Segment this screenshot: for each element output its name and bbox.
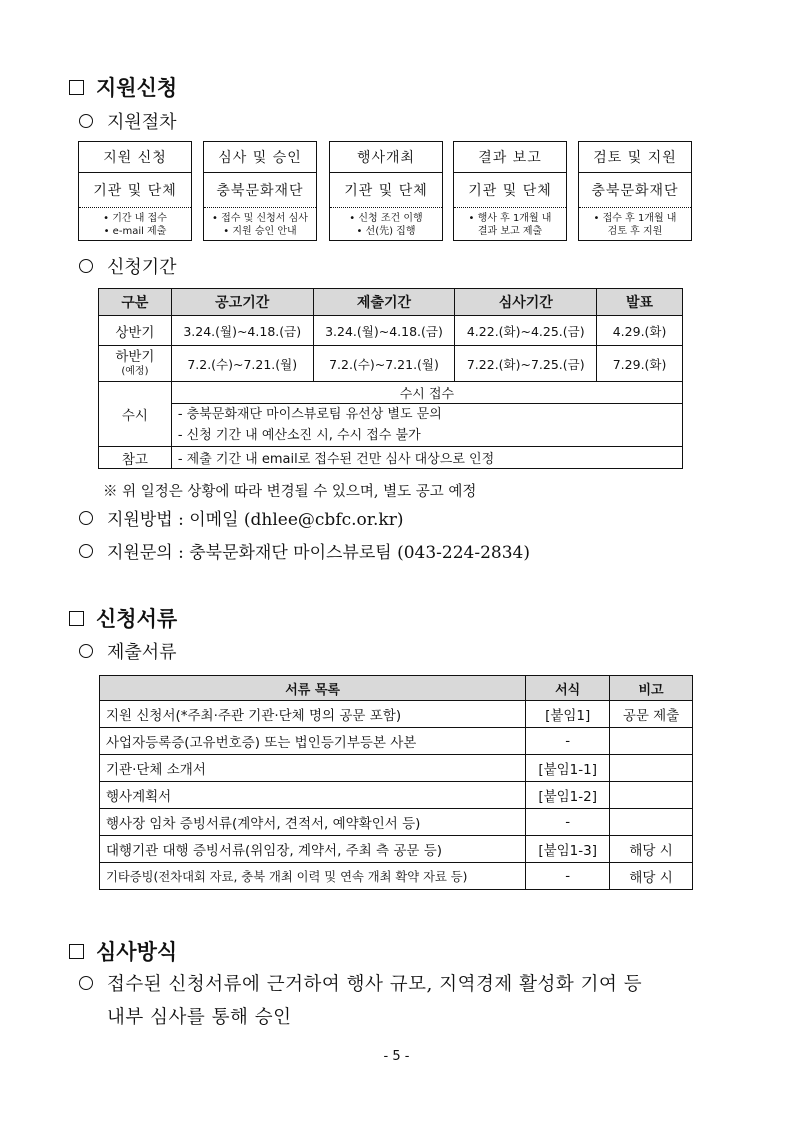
table-row bbox=[99, 404, 683, 447]
step-note: • 신청 조건 이행 bbox=[349, 213, 423, 224]
step-note: • 접수 및 신청서 심사 bbox=[212, 213, 308, 224]
schedule-footnote: ※ 위 일정은 상황에 따라 변경될 수 있으며, 별도 공고 예정 bbox=[103, 484, 477, 500]
half-sublabel: (예정) bbox=[121, 365, 149, 377]
checkbox-square-icon bbox=[69, 611, 84, 626]
step-note: 결과 보고 제출 bbox=[477, 226, 543, 237]
checkbox-square-icon bbox=[69, 80, 84, 95]
step-notes bbox=[454, 208, 566, 242]
circle-bullet-icon bbox=[79, 644, 93, 658]
section-heading-docs bbox=[69, 603, 177, 633]
table-cell: 3.24.(월)~4.18.(금) bbox=[171, 316, 313, 346]
table-cell: - bbox=[526, 728, 610, 755]
table-cell: [붙임1-3] bbox=[526, 836, 610, 863]
table-header-row bbox=[99, 289, 683, 316]
review-text: 접수된 신청서류에 근거하여 행사 규모, 지역경제 활성화 기여 등 bbox=[107, 974, 643, 995]
table-row bbox=[100, 836, 693, 863]
step-note: • 접수 후 1개월 내 bbox=[593, 213, 677, 224]
table-cell: 행사계획서 bbox=[100, 782, 526, 809]
subheading-text: 지원절차 bbox=[107, 112, 177, 133]
contact-line bbox=[79, 538, 530, 563]
circle-bullet-icon bbox=[79, 259, 93, 273]
checkbox-square-icon bbox=[69, 944, 84, 959]
table-header: 구분 bbox=[99, 289, 172, 316]
procedure-step-box bbox=[329, 141, 443, 241]
subheading-period bbox=[79, 253, 177, 279]
table-cell bbox=[171, 404, 682, 447]
table-row bbox=[99, 316, 683, 346]
rolling-line: - 충북문화재단 마이스뷰로팀 유선상 별도 문의 bbox=[177, 407, 442, 422]
step-note: • 기간 내 접수 bbox=[103, 213, 167, 224]
circle-bullet-icon bbox=[79, 114, 93, 128]
method-text: 지원방법 : 이메일 (dhlee@cbfc.or.kr) bbox=[107, 510, 404, 530]
table-cell bbox=[610, 809, 693, 836]
table-header-row bbox=[100, 676, 693, 701]
circle-bullet-icon bbox=[79, 976, 93, 990]
table-cell: 7.22.(화)~7.25.(금) bbox=[455, 346, 597, 382]
table-row bbox=[100, 863, 693, 890]
section-title: 지원신청 bbox=[96, 76, 178, 100]
contact-text: 지원문의 : 충북문화재단 마이스뷰로팀 (043-224-2834) bbox=[107, 543, 531, 563]
table-cell: 4.22.(화)~4.25.(금) bbox=[455, 316, 597, 346]
table-cell: 해당 시 bbox=[610, 863, 693, 890]
table-cell: [붙임1-2] bbox=[526, 782, 610, 809]
subheading-documents bbox=[79, 638, 177, 664]
step-title: 지원 신청 bbox=[79, 142, 191, 173]
table-cell: [붙임1] bbox=[526, 701, 610, 728]
subheading-text: 신청기간 bbox=[107, 257, 177, 278]
table-cell: - bbox=[526, 863, 610, 890]
table-cell bbox=[610, 755, 693, 782]
step-actor: 기관 및 단체 bbox=[330, 173, 442, 208]
schedule-table bbox=[98, 288, 683, 469]
step-notes bbox=[330, 208, 442, 242]
procedure-step-box bbox=[78, 141, 192, 241]
table-header: 서식 bbox=[526, 676, 610, 701]
table-cell bbox=[610, 728, 693, 755]
table-cell: 3.24.(월)~4.18.(금) bbox=[313, 316, 455, 346]
table-cell: - bbox=[526, 809, 610, 836]
table-cell: 수시 접수 bbox=[171, 382, 682, 404]
section-heading-apply bbox=[69, 72, 177, 102]
table-cell: 대행기관 대행 증빙서류(위임장, 계약서, 주최 측 공문 등) bbox=[100, 836, 526, 863]
circle-bullet-icon bbox=[79, 544, 93, 558]
table-row bbox=[100, 728, 693, 755]
table-header: 심사기간 bbox=[455, 289, 597, 316]
table-cell: 7.2.(수)~7.21.(월) bbox=[171, 346, 313, 382]
table-cell bbox=[99, 346, 172, 382]
table-cell: - 제출 기간 내 email로 접수된 건만 심사 대상으로 인정 bbox=[171, 447, 682, 469]
half-label: 하반기 bbox=[115, 348, 155, 365]
table-header: 제출기간 bbox=[313, 289, 455, 316]
step-note: • e-mail 제출 bbox=[103, 226, 167, 237]
step-title: 검토 및 지원 bbox=[579, 142, 691, 173]
table-cell: [붙임1-1] bbox=[526, 755, 610, 782]
method-line bbox=[79, 505, 404, 530]
table-cell: 7.2.(수)~7.21.(월) bbox=[313, 346, 455, 382]
table-cell: 행사장 임차 증빙서류(계약서, 견적서, 예약확인서 등) bbox=[100, 809, 526, 836]
table-cell: 상반기 bbox=[99, 316, 172, 346]
step-title: 행사개최 bbox=[330, 142, 442, 173]
table-cell: 기타증빙(전차대회 자료, 충북 개최 이력 및 연속 개최 확약 자료 등) bbox=[100, 863, 526, 890]
table-row bbox=[99, 382, 683, 404]
circle-bullet-icon bbox=[79, 511, 93, 525]
step-actor: 충북문화재단 bbox=[579, 173, 691, 208]
step-note: • 선(先) 집행 bbox=[356, 226, 416, 237]
review-text-continued: 내부 심사를 통해 승인 bbox=[107, 1007, 292, 1028]
table-row bbox=[99, 447, 683, 469]
table-cell: 사업자등록증(고유번호증) 또는 법인등기부등본 사본 bbox=[100, 728, 526, 755]
subheading-procedure bbox=[79, 108, 177, 134]
table-cell: 공문 제출 bbox=[610, 701, 693, 728]
table-cell: 지원 신청서(*주최·주관 기관·단체 명의 공문 포함) bbox=[100, 701, 526, 728]
table-cell: 4.29.(화) bbox=[597, 316, 683, 346]
table-cell: 해당 시 bbox=[610, 836, 693, 863]
step-title: 결과 보고 bbox=[454, 142, 566, 173]
subheading-text: 제출서류 bbox=[107, 642, 177, 663]
procedure-step-box bbox=[578, 141, 692, 241]
step-actor: 기관 및 단체 bbox=[79, 173, 191, 208]
step-title: 심사 및 승인 bbox=[204, 142, 316, 173]
table-cell: 수시 bbox=[99, 382, 172, 447]
table-row bbox=[100, 782, 693, 809]
table-cell: 참고 bbox=[99, 447, 172, 469]
rolling-line: - 신청 기간 내 예산소진 시, 수시 접수 불가 bbox=[177, 428, 421, 443]
table-cell: 기관·단체 소개서 bbox=[100, 755, 526, 782]
step-actor: 기관 및 단체 bbox=[454, 173, 566, 208]
procedure-step-box bbox=[203, 141, 317, 241]
review-line bbox=[79, 970, 642, 996]
step-actor: 충북문화재단 bbox=[204, 173, 316, 208]
procedure-step-box bbox=[453, 141, 567, 241]
documents-table bbox=[99, 675, 693, 890]
section-heading-review bbox=[69, 936, 177, 966]
section-title: 심사방식 bbox=[96, 940, 178, 964]
table-cell: 7.29.(화) bbox=[597, 346, 683, 382]
table-row bbox=[99, 346, 683, 382]
table-row bbox=[100, 809, 693, 836]
step-notes bbox=[204, 208, 316, 242]
section-title: 신청서류 bbox=[96, 607, 178, 631]
step-note: • 행사 후 1개월 내 bbox=[468, 213, 552, 224]
table-row bbox=[100, 701, 693, 728]
table-header: 발표 bbox=[597, 289, 683, 316]
table-header: 서류 목록 bbox=[100, 676, 526, 701]
table-header: 비고 bbox=[610, 676, 693, 701]
table-row bbox=[100, 755, 693, 782]
step-notes bbox=[579, 208, 691, 242]
table-cell bbox=[610, 782, 693, 809]
step-notes bbox=[79, 208, 191, 242]
step-note: • 지원 승인 안내 bbox=[223, 226, 297, 237]
page-number: - 5 - bbox=[383, 1049, 410, 1064]
step-note: 검토 후 지원 bbox=[607, 226, 663, 237]
table-header: 공고기간 bbox=[171, 289, 313, 316]
